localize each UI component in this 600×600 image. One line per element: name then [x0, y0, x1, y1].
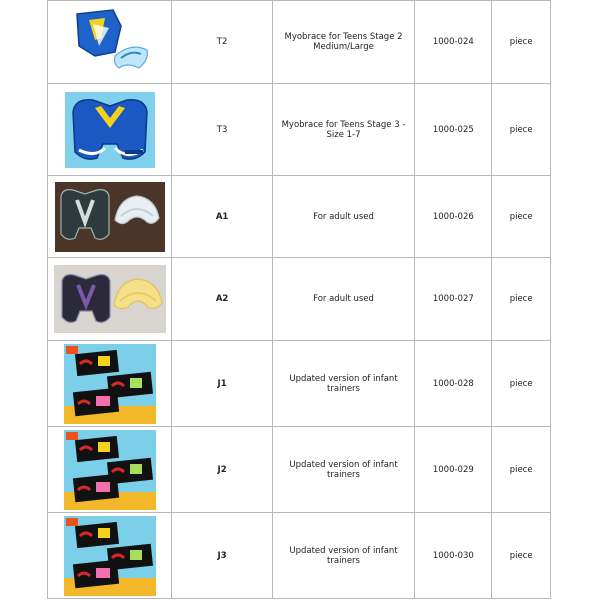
product-code: A2	[172, 258, 272, 341]
product-image-cell	[48, 84, 172, 176]
myobrace-a1-image	[55, 182, 165, 252]
product-number: 1000-027	[415, 258, 492, 341]
product-description: Myobrace for Teens Stage 3 - Size 1-7	[272, 84, 415, 176]
table-row	[48, 258, 551, 341]
product-number: 1000-026	[415, 176, 492, 258]
product-description: Updated version of infant trainers	[272, 427, 415, 513]
myobrace-t3-image	[65, 92, 155, 168]
product-code: T2	[172, 1, 272, 84]
product-image-cell	[48, 176, 172, 258]
product-number: 1000-029	[415, 427, 492, 513]
product-unit: piece	[492, 427, 551, 513]
product-number: 1000-025	[415, 84, 492, 176]
table-row	[48, 84, 551, 176]
product-description: For adult used	[272, 258, 415, 341]
product-unit: piece	[492, 1, 551, 84]
table-row	[48, 513, 551, 599]
product-number: 1000-024	[415, 1, 492, 84]
table-row	[48, 1, 551, 84]
product-table	[47, 0, 551, 599]
product-image-cell	[48, 1, 172, 84]
product-code: T3	[172, 84, 272, 176]
product-unit: piece	[492, 513, 551, 599]
product-code: J1	[172, 341, 272, 427]
myobrace-t2-image	[65, 6, 155, 78]
product-unit: piece	[492, 84, 551, 176]
product-unit: piece	[492, 258, 551, 341]
infant-trainer-j3-image	[64, 516, 156, 596]
product-image-cell	[48, 258, 172, 341]
product-unit: piece	[492, 176, 551, 258]
myobrace-a2-image	[54, 265, 166, 333]
product-image-cell	[48, 427, 172, 513]
product-code: J2	[172, 427, 272, 513]
product-image-cell	[48, 341, 172, 427]
product-number: 1000-028	[415, 341, 492, 427]
product-code: A1	[172, 176, 272, 258]
product-description: Myobrace for Teens Stage 2 Medium/Large	[272, 1, 415, 84]
infant-trainer-j2-image	[64, 430, 156, 510]
table-row	[48, 427, 551, 513]
product-unit: piece	[492, 341, 551, 427]
product-code: J3	[172, 513, 272, 599]
product-image-cell	[48, 513, 172, 599]
table-row	[48, 176, 551, 258]
product-number: 1000-030	[415, 513, 492, 599]
table-row	[48, 341, 551, 427]
product-description: For adult used	[272, 176, 415, 258]
infant-trainer-j1-image	[64, 344, 156, 424]
product-description: Updated version of infant trainers	[272, 513, 415, 599]
product-description: Updated version of infant trainers	[272, 341, 415, 427]
